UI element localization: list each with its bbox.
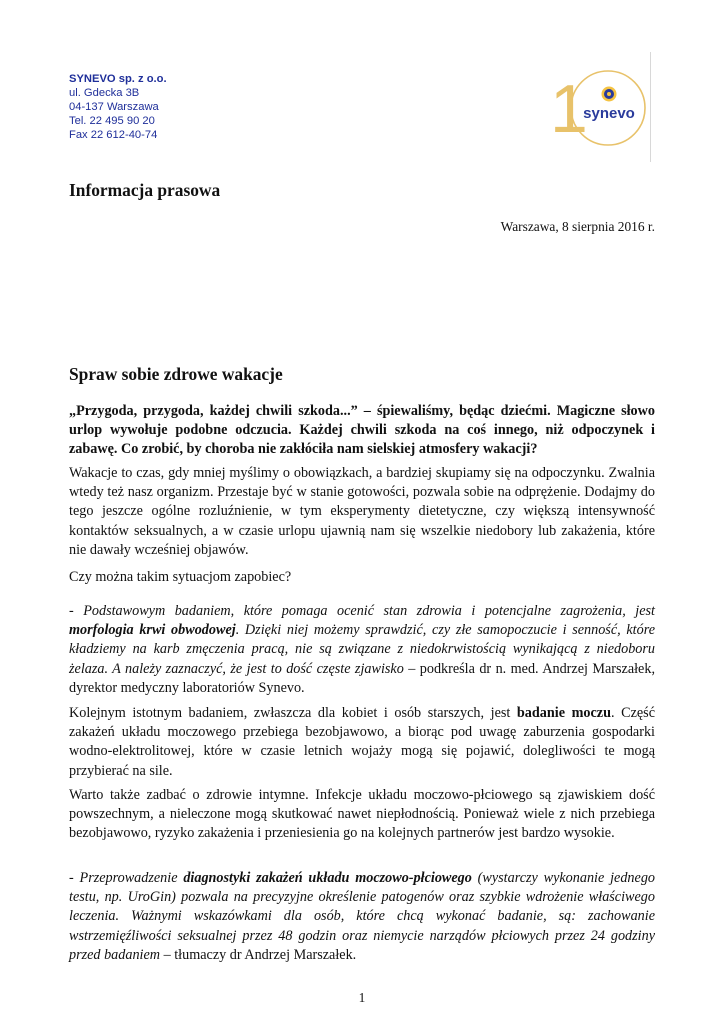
lead-paragraph: „Przygoda, przygoda, każdej chwili szkoda...” – śpiewaliśmy, będąc dziećmi. Magiczne słowo urlop wywołuje podobne odczucia. Każdej chwili szkoda na coś innego, niż odpoczynek i zabawę. Co zrobić, by choroba nie zakłóciła nam sielskiej atmosfery wakacji? (69, 403, 655, 458)
paragraph-4-text-cont: . Część zakażeń układu moczowego przebiega bezobjawowo, a biorąc pod uwagę zaburzenia gospodarki wodno-elektrolitowej, które w czasie letnich wojaży mogą się pojawić, dolegliwości te mogą przybierać na sile. (69, 705, 655, 779)
paragraph-5: Warto także zadbać o zdrowie intymne. Infekcje układu moczowo-płciowego są zjawiskiem dość powszechnym, a nieleczone mogą skutkować nawet niepłodnością. Ponieważ wiele z nich przebiega bezobjawowo, ryzyko zakażenia i przeniesienia go na kolejnych partnerów jest bardzo wysokie. (69, 787, 655, 842)
paragraph-2: Czy można takim sytuacjom zapobiec? (69, 569, 292, 585)
paragraph-4-highlight: badanie moczu (516, 705, 611, 721)
logo-flower-icon (602, 87, 617, 102)
paragraph-1: Wakacje to czas, gdy mniej myślimy o obowiązkach, a bardziej skupiamy się na odpoczynku. Zwalnia wtedy też nasz organizm. Przestaje być w stanie gotowości, pozwala sobie na odprężenie. Dodajmy do tego jeszcze ogólne rozluźnienie, w tym eksperymenty dietetyczne, czy większą intensywność kontaktów seksualnych, a w czasie urlopu ujawnią nam się wszelkie niedobory lub zakażenia, które nie dawały wcześniej objawów. (69, 465, 655, 558)
paragraph-4-text: Kolejnym istotnym badaniem, zwłaszcza dla kobiet i osób starszych, jest (69, 705, 517, 721)
quote-2-highlight: diagnostyki zakażeń układu moczowo-płciowego (183, 870, 472, 886)
quote-1-highlight: morfologia krwi obwodowej (69, 622, 236, 639)
company-fax: Fax 22 612-40-74 (69, 129, 158, 141)
document-date: Warszawa, 8 sierpnia 2016 r. (500, 219, 655, 234)
company-address (69, 72, 167, 142)
logo-divider (650, 52, 651, 162)
quote-2-text-cont: (wystarczy wykonanie jednego testu, np. UroGin) pozwala na precyzyjne określenie patogenów oraz szybkie wdrożenie właściwego leczenia. Ważnymi wskazówkami dla osób, które chcą wykonać badanie, są: zachowanie wstrzemięźliwości seksualnej przez 48 godzin oraz niemycie narządów płciowych przez 24 godziny przed badaniem (69, 870, 656, 963)
quote-1-text-cont: . Dzięki niej możemy sprawdzić, czy złe samopoczucie i senność, które kładziemy na karb zmęczenia pracą, nie są związane z niedokrwistością wynikającą z niedoboru żelaza. A należy zaznaczyć, że jest to dość częste zjawisko (69, 622, 655, 677)
quote-paragraph-1 (69, 602, 655, 698)
article-title: Spraw sobie zdrowe wakacje (69, 364, 283, 384)
company-name: SYNEVO sp. z o.o. (69, 73, 167, 85)
quote-2-text: - Przeprowadzenie (69, 870, 184, 886)
paragraph-4 (69, 704, 655, 781)
quote-paragraph-2 (69, 869, 655, 965)
synevo-10-logo (548, 50, 652, 162)
quote-1-text: - Podstawowym badaniem, które pomaga ocenić stan zdrowia i potencjalne zagrożenia, jest (69, 603, 655, 619)
page-number: 1 (358, 990, 366, 1005)
quote-1-attribution: – podkreśla dr n. med. Andrzej Marszałek, dyrektor medyczny laboratoriów Synevo. (69, 660, 655, 696)
logo-brand: synevo (583, 105, 635, 122)
document-type-heading: Informacja prasowa (69, 180, 221, 200)
company-street: ul. Gdecka 3B (69, 87, 140, 99)
company-city: 04-137 Warszawa (69, 101, 159, 113)
company-phone: Tel. 22 495 90 20 (69, 115, 155, 127)
logo-digit: 1 (550, 71, 588, 147)
quote-2-attribution: – tłumaczy dr Andrzej Marszałek. (160, 946, 357, 963)
